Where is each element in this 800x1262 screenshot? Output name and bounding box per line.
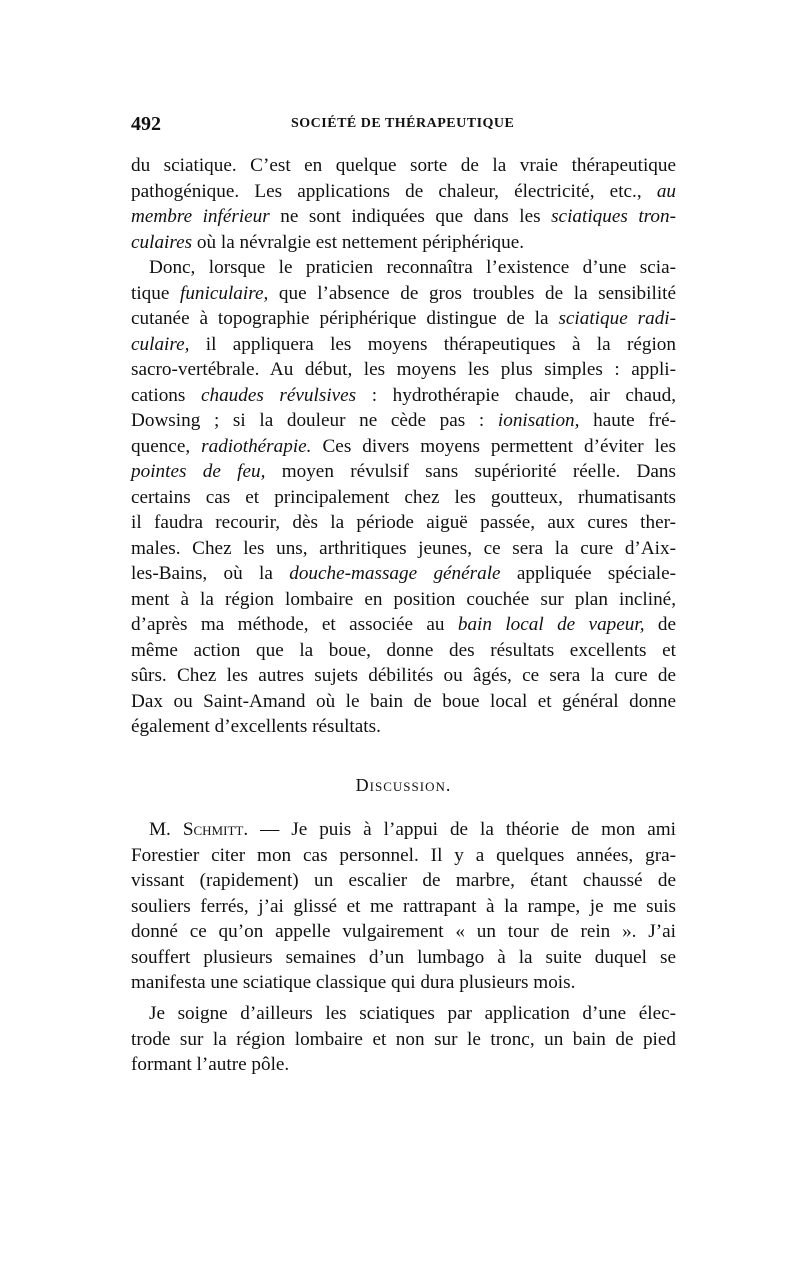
text-run: Dowsing ; si la douleur ne cède pas : [131,410,498,431]
italic-run: sciatiques tron- [551,206,676,227]
running-title: SOCIÉTÉ DE THÉRAPEUTIQUE [291,116,515,131]
text-line: sûrs. Chez les autres sujets débilités ou âgés, ce sera la cure de [131,665,676,686]
italic-run: chaudes révulsives [200,384,357,406]
text-line [131,459,676,485]
text-run: les-Bains, où la [131,563,290,584]
text-line: du sciatique. C’est en quelque sorte de la vraie thérapeutique [131,155,676,176]
text-line: ment à la région lombaire en position couchée sur plan incliné, [131,588,676,610]
text-line: même action que la boue, donne des résultats excellents et [131,639,676,661]
text-line [131,281,676,307]
italic-run: radiothérapie. [201,435,312,457]
text-line: Donc, lorsque le praticien reconnaîtra l’existence d’une scia- [149,257,676,278]
text-run: Ces divers moyens permettent d’éviter les [311,435,676,457]
text-run: il appliquera les moyens thérapeutiques à la région [189,333,676,355]
text-line: manifesta une sciatique classique qui dura plusieurs mois. [131,972,576,993]
text-line: vissant (rapidement) un escalier de marbre, étant chaussé de [131,870,676,891]
text-line: Dax ou Saint-Amand où le bain de boue local et général donne [131,690,676,712]
page-header [131,110,676,140]
text-line: Forestier citer mon cas personnel. Il y a quelques années, gra- [131,844,676,866]
text-run: haute fré- [579,410,676,431]
text-line: trode sur la région lombaire et non sur le tronc, un bain de pied [131,1028,676,1050]
text-line [131,561,676,587]
italic-run: funiculaire, [179,282,269,304]
text-line [131,383,676,409]
text-line [131,817,676,843]
text-run: M. [149,819,183,840]
italic-run: bain local de vapeur, [457,614,645,635]
text-run: ne sont indiquées que dans les [269,206,552,227]
text-run: moyen révulsif sans supériorité réelle. Dans [265,461,676,482]
text-line: souffert plusieurs semaines d’un lumbago à la suite duquel se [131,946,676,968]
text-run: — Je puis à l’appui de la théorie de mon ami [248,819,676,840]
text-line [131,408,676,434]
page-number: 492 [131,113,161,135]
italic-run: culaires [131,231,193,253]
text-line [131,204,676,230]
text-run: que l’absence de gros troubles de la sensibilité [268,282,676,304]
paragraph-3 [131,817,676,996]
text-line: certains cas et principalement chez les goutteux, rhumatisants [131,486,676,508]
text-line: souliers ferrés, j’ai glissé et me rattrapant à la rampe, je me suis [131,895,676,917]
paragraph-1 [131,153,676,255]
text-line: formant l’autre pôle. [131,1054,290,1075]
text-line [131,434,676,460]
text-run: cutanée à topographie périphérique distingue de la [131,308,559,329]
text-line: sacro-vertébrale. Au début, les moyens les plus simples : appli- [131,359,676,380]
text-line [131,332,676,358]
text-run: où la névralgie est nettement périphérique. [192,231,525,253]
text-run: cations [131,384,201,406]
italic-run: au [656,180,676,202]
text-line [131,179,676,205]
italic-run: culaire, [131,333,190,355]
text-line: males. Chez les uns, arthritiques jeunes, ce sera la cure d’Aix- [131,537,676,559]
text-run: quence, [131,435,202,457]
text-run: tique [131,282,180,304]
italic-run: membre inférieur [131,206,270,227]
paragraph-4 [131,1001,676,1078]
text-run: de [644,614,676,635]
italic-run: pointes de feu, [131,461,266,482]
italic-run: douche-massage générale [289,563,501,584]
speaker-name: Schmitt. [182,819,249,840]
text-line [131,306,676,332]
section-heading: Discussion. [355,775,452,795]
italic-run: ionisation, [497,410,580,431]
text-run: d’après ma méthode, et associée au [131,614,458,635]
text-run: : hydrothérapie chaude, air chaud, [356,384,676,406]
text-run: appliquée spéciale- [500,563,676,584]
text-line: également d’excellents résultats. [131,716,381,737]
text-line: il faudra recourir, dès la période aiguë passée, aux cures ther- [131,512,676,533]
text-line: Je soigne d’ailleurs les sciatiques par application d’une élec- [149,1003,676,1024]
text-line [131,230,676,256]
text-line: donné ce qu’on appelle vulgairement « un tour de rein ». J’ai [131,921,676,942]
paragraph-2 [131,255,676,740]
text-line [131,612,676,638]
text-run: pathogénique. Les applications de chaleur, électricité, etc., [131,180,657,202]
italic-run: sciatique radi- [558,308,677,329]
